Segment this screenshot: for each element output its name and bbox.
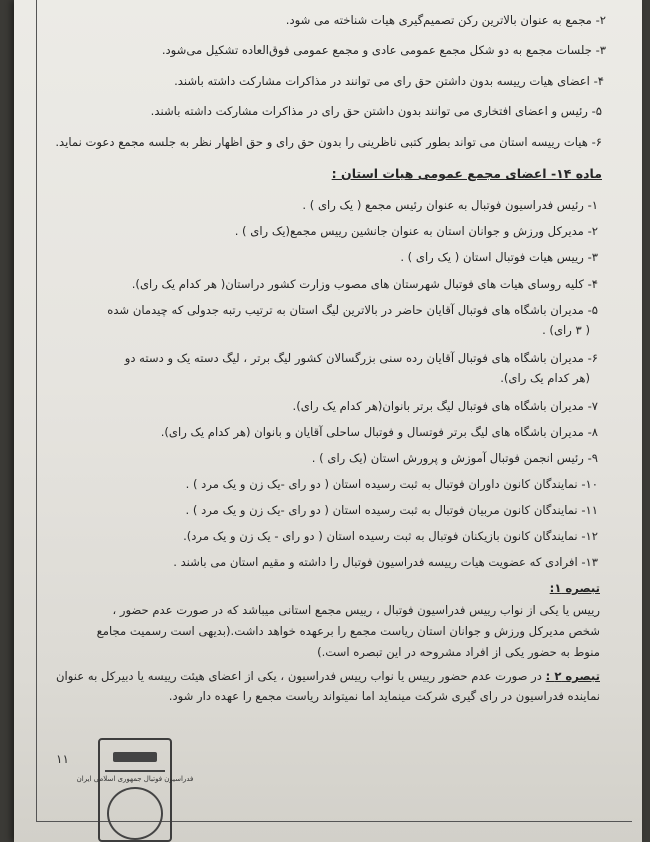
stamp-emblem (105, 746, 165, 772)
note-2-line-2: نماینده فدراسیون در رای گیری شرکت مینماید اما نمیتواند ریاست مجمع را عهده دار شود. (168, 689, 600, 703)
clause-6: ۶- هیات رییسه استان می تواند بطور کتبی ناظرینی را بدون حق رای و حق اظهار نظر به جلسه مجمع دعوت نماید. (55, 135, 602, 149)
member-5: ۵- مدیران باشگاه های فوتبال آقایان حاضر در بالاترین لیگ استان به ترتیب رتبه جدولی که چیدمان شده (107, 303, 598, 317)
seal-icon (107, 787, 163, 840)
clause-2: ۲- مجمع به عنوان بالاترین رکن تصمیم‌گیری هیات شناخته می شود. (285, 13, 606, 27)
member-6-cont: (هر کدام یک رای). (500, 371, 590, 385)
note-1-line-1: رییس یا یکی از نواب رییس فدراسیون فوتبال ، رییس مجمع استانی میباشد که در صورت عدم حضور ، (112, 603, 600, 617)
member-9: ۹- رئیس انجمن فوتبال آموزش و پرورش استان (یک رای ) . (311, 451, 598, 465)
note-1-line-2: شخص مدیرکل ورزش و جوانان استان ریاست مجمع را برعهده خواهد داشت.(بدیهی است رسمیت مجامع (96, 624, 600, 638)
clause-4: ۴- اعضای هیات رییسه بدون داشتن حق رای می توانند در مذاکرات مشارکت داشته باشند. (174, 74, 604, 88)
official-stamp (76, 738, 194, 842)
document-page (14, 0, 642, 842)
note-2-heading: تبصره ۲ : (545, 669, 600, 683)
page-number: ۱۱ (56, 752, 69, 766)
member-2: ۲- مدیرکل ورزش و جوانان استان به عنوان جانشین رییس مجمع(یک رای ) . (234, 224, 598, 238)
member-8: ۸- مدیران باشگاه های لیگ برتر فوتسال و فوتبال ساحلی آقایان و بانوان (هر کدام یک رای). (160, 425, 598, 439)
note-1-line-3: منوط به حضور یکی از افراد مشروحه در این تبصره است.) (317, 645, 600, 659)
member-4: ۴- کلیه روسای هیات های فوتبال شهرستان های مصوب وزارت کشور دراستان( هر کدام یک رای). (131, 277, 598, 291)
member-5-cont: ( ۳ رای) . (542, 323, 590, 337)
clause-5: ۵- رئیس و اعضای افتخاری می توانند بدون داشتن حق رای در مذاکرات مشارکت داشته باشند. (150, 104, 602, 118)
member-11: ۱۱- نمایندگان کانون مربیان فوتبال به ثبت رسیده استان ( دو رای -یک زن و یک مرد ) . (185, 503, 598, 517)
note-2-text: در صورت عدم حضور رییس یا نواب رییس فدراسیون ، یکی از اعضای هیئت رییسه یا دبیرکل به عنوان (56, 669, 542, 683)
member-13: ۱۳- افرادی که عضویت هیات رییسه فدراسیون فوتبال را داشته و مقیم استان می باشند . (173, 555, 598, 569)
member-7: ۷- مدیران باشگاه های فوتبال لیگ برتر بانوان(هر کدام یک رای). (292, 399, 598, 413)
member-10: ۱۰- نمایندگان کانون داوران فوتبال به ثبت رسیده استان ( دو رای -یک زن و یک مرد ) . (185, 477, 598, 491)
member-1: ۱- رئیس فدراسیون فوتبال به عنوان رئیس مجمع ( یک رای ) . (302, 198, 598, 212)
clause-3: ۳- جلسات مجمع به دو شکل مجمع عمومی عادی و مجمع عمومی فوق‌العاده تشکیل می‌شود. (161, 43, 606, 57)
note-2-line-1 (48, 668, 600, 684)
member-6: ۶- مدیران باشگاه های فوتبال آقایان رده سنی بزرگسالان کشور لیگ برتر ، لیگ دسته یک و دسته دو (124, 351, 598, 365)
member-12: ۱۲- نمایندگان کانون بازیکنان فوتبال به ثبت رسیده استان ( دو رای - یک زن و یک مرد). (183, 529, 598, 543)
article-14-heading: ماده ۱۴- اعضای مجمع عمومی هیات استان : (331, 166, 602, 181)
member-3: ۳- رییس هیات فوتبال استان ( یک رای ) . (400, 250, 598, 264)
stamp-caption: فدراسیون فوتبال جمهوری اسلامی ایران (76, 775, 194, 784)
note-1-heading: تبصره ۱: (549, 581, 600, 595)
